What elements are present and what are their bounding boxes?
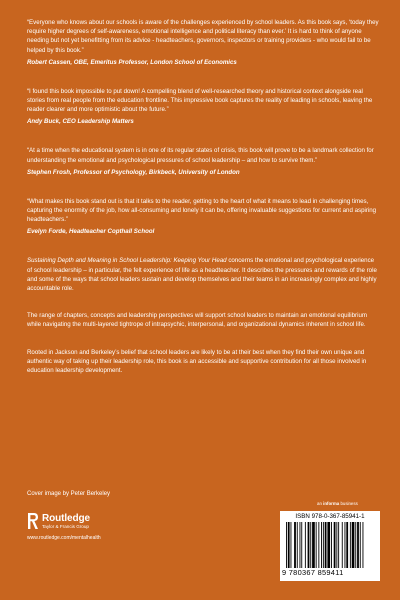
publisher-url: www.routledge.com/mentalhealth <box>27 535 101 541</box>
publisher-name: Routledge <box>42 513 90 524</box>
endorsement-attribution: Evelyn Forde, Headteacher Copthall School <box>27 228 155 236</box>
endorsement-text: “Everyone who knows about our schools is aware of the challenges experienced by school leaders. As this book says, ‘today they require higher degrees of self-awareness, emotional intelligence and political literacy than ever.’ It is hard to think of anyone needing but not yet benefitting from its advice - headteachers, governors, inspectors or training providers - who would fail to be helped by this book.” <box>27 19 379 54</box>
endorsement-text: “What makes this book stand out is that it talks to the reader, getting to the heart of what it means to lead in challenging times, capturing the enormity of the job, how all-consuming and lonely it can be, offering invaluable suggestions for current and aspiring headteachers.” <box>27 197 377 224</box>
book-description-paragraph <box>27 256 379 293</box>
endorsement-text: “At a time when the educational system is in one of its regular states of crisis, this book will prove to be a landmark collection for understanding the emotional and psychological pressures of school leadership – and how to survive them.” <box>27 147 374 164</box>
publisher-block <box>27 512 147 552</box>
endorsement-attribution: Robert Cassen, OBE, Emeritus Professor, London School of Economics <box>27 58 237 66</box>
endorsement-quote <box>27 87 379 127</box>
book-description-paragraph: The range of chapters, concepts and leadership perspectives will support school leaders to maintain an emotional equilibrium while navigating the multi-layered tightrope of intrapsychic, interpersonal, and organizational dynamics inherent in school life. <box>27 312 367 329</box>
routledge-logo-icon <box>27 512 39 530</box>
barcode-digits: 9 780367 859411 <box>282 568 344 577</box>
endorsement-text: “I found this book impossible to put down! A compelling blend of well-researched theory and historical context alongside real stories from real people from the education frontline. This impressive book captures the reality of leading in schools, leaving the reader clearer and more optimistic about the future.” <box>27 87 373 114</box>
business-prefix: an <box>317 501 324 506</box>
isbn-label: ISBN 978-0-367-85941-1 <box>295 513 365 520</box>
cover-image-credit: Cover image by Peter Berkeley <box>27 491 111 497</box>
endorsement-quote <box>27 146 379 176</box>
endorsement-attribution: Stephen Frosh, Professor of Psychology, Birkbeck, University of London <box>27 168 240 176</box>
cover-text-column <box>27 18 379 375</box>
endorsement-attribution: Andy Buck, CEO Leadership Matters <box>27 118 134 126</box>
book-title: Sustaining Depth and Meaning in School Leadership: Keeping Your Head <box>27 257 227 265</box>
publisher-group: Taylor & Francis Group <box>42 524 89 529</box>
barcode-icon <box>286 522 376 568</box>
endorsement-quote <box>27 197 379 237</box>
book-description-paragraph: Rooted in Jackson and Berkeley’s belief that school leaders are likely to be at their best when they find their own unique and authentic way of taking up their leadership role, this book is an accessible and supportive contribution for all those involved in education leadership development. <box>27 348 367 375</box>
informa-business-line <box>317 501 358 506</box>
isbn-barcode <box>280 511 380 581</box>
informa-brand: informa <box>323 501 340 506</box>
description-text: concerns the emotional and psychological experience of school leadership – in particular, the felt experience of life as a headteacher. It describes the pressures and rewards of the role and some of the ways that school leaders sustain and develop themselves and their teams in an increasingly complex and highly accountable role. <box>27 257 377 293</box>
endorsement-quote <box>27 18 379 67</box>
business-suffix: business <box>339 501 358 506</box>
